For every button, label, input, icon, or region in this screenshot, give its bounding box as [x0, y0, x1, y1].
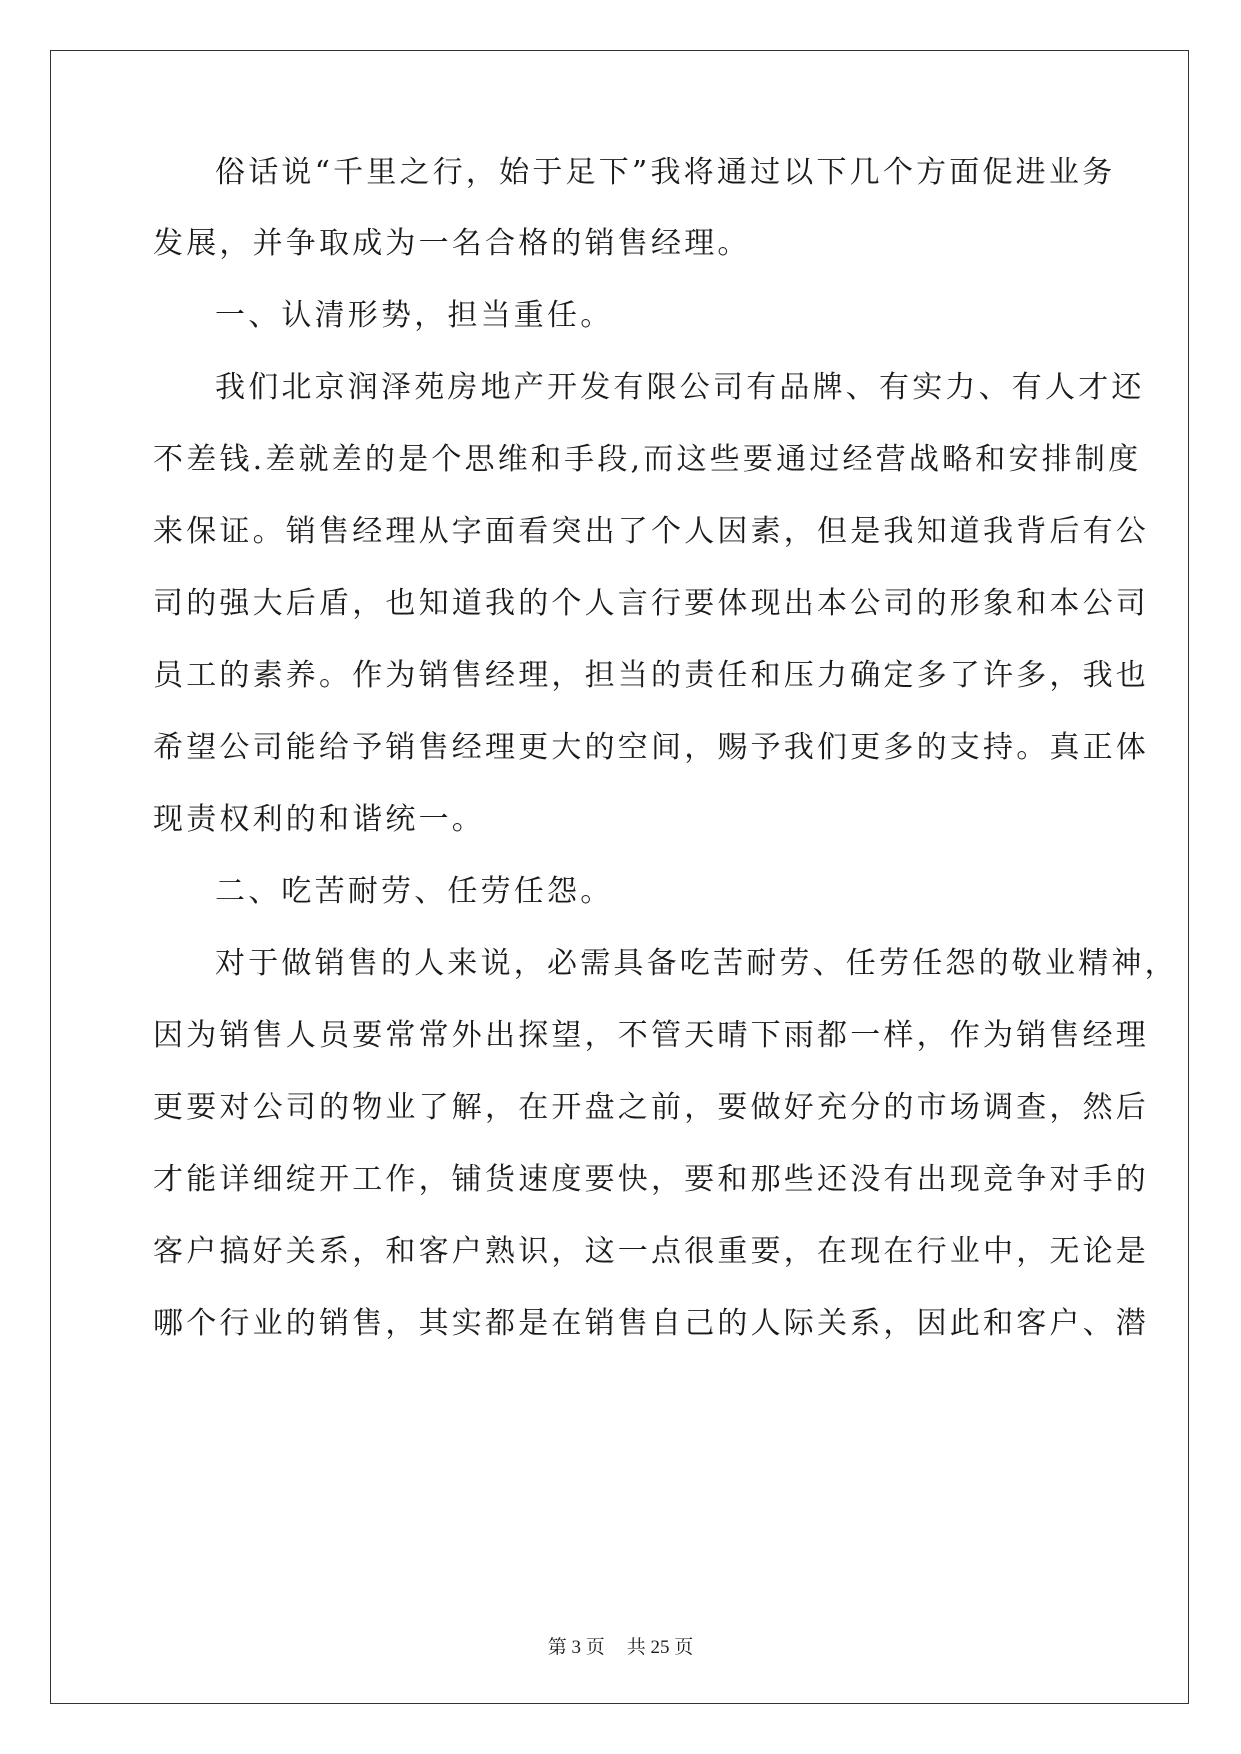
paragraph-line: 更要对公司的物业了解，在开盘之前，要做好充分的市场调查，然后: [153, 1090, 1149, 1125]
paragraph-line: 来保证。销售经理从字面看突出了个人因素，但是我知道我背后有公: [153, 514, 1149, 549]
paragraph-line: 现责权利的和谐统一。: [153, 802, 485, 837]
paragraph-line: 发展，并争取成为一名合格的销售经理。: [153, 226, 751, 261]
paragraph-line: 哪个行业的销售，其实都是在销售自己的人际关系，因此和客户、潜: [153, 1306, 1149, 1341]
paragraph-line: 因为销售人员要常常外出探望，不管天晴下雨都一样，作为销售经理: [153, 1018, 1149, 1053]
paragraph-line: 员工的素养。作为销售经理，担当的责任和压力确定多了许多，我也: [153, 658, 1149, 693]
paragraph-line: 才能详细绽开工作，铺货速度要快，要和那些还没有出现竞争对手的: [153, 1162, 1149, 1197]
paragraph-line: 客户搞好关系，和客户熟识，这一点很重要，在现在行业中，无论是: [153, 1234, 1149, 1269]
paragraph-line: 俗话说“千里之行，始于足下”我将通过以下几个方面促进业务: [215, 155, 1116, 190]
page-total: 共 25 页: [626, 1637, 694, 1658]
paragraph-line: 司的强大后盾，也知道我的个人言行要体现出本公司的形象和本公司: [153, 586, 1149, 621]
page-number: 第 3 页: [547, 1637, 605, 1658]
page-footer: [0, 1632, 1241, 1659]
paragraph-line: 我们北京润泽苑房地产开发有限公司有品牌、有实力、有人才还: [215, 370, 1145, 405]
section-heading: 一、认清形势，担当重任。: [215, 298, 614, 333]
paragraph-line: 不差钱.差就差的是个思维和手段,而这些要通过经营战略和安排制度: [153, 442, 1142, 477]
paragraph-line: 对于做销售的人来说，必需具备吃苦耐劳、任劳任怨的敬业精神，: [215, 946, 1178, 981]
paragraph-line: 希望公司能给予销售经理更大的空间，赐予我们更多的支持。真正体: [153, 730, 1149, 765]
section-heading: 二、吃苦耐劳、任劳任怨。: [215, 874, 614, 909]
